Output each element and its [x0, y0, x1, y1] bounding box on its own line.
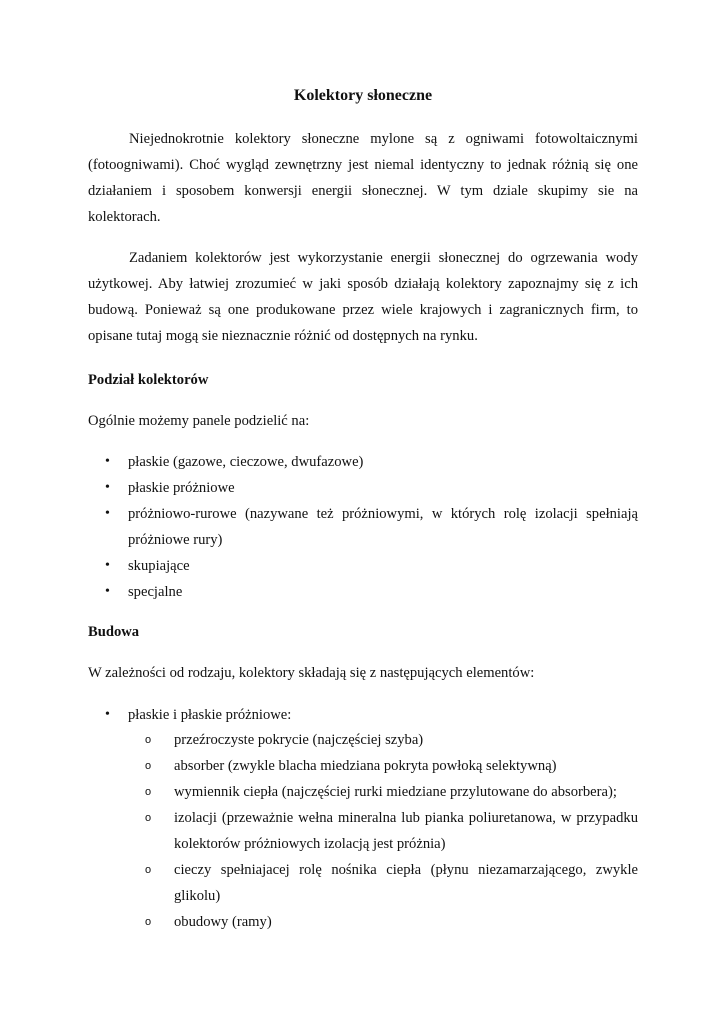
list-item: [88, 553, 638, 579]
list-item: [88, 579, 638, 605]
sub-list-item: [88, 753, 638, 779]
sub-list-item-text: izolacji (przeważnie wełna mineralna lub pianka poliuretanowa, w przypadku kolektorów próżniowych izolacją jest próżnia): [174, 810, 638, 852]
sub-list-item-text: obudowy (ramy): [174, 914, 272, 930]
sub-bullet-marker: o: [145, 760, 152, 772]
list-item-text: płaskie i płaskie próżniowe:: [128, 707, 292, 723]
bullet-marker: •: [105, 506, 110, 521]
list-item-text: próżniowo-rurowe (nazywane też próżniowymi, w których rolę izolacji spełniają próżniowe rury): [128, 506, 638, 548]
list-item-text: skupiające: [128, 558, 190, 574]
bullet-marker: •: [105, 454, 110, 469]
construction-list: [88, 702, 638, 728]
list-item: [88, 702, 638, 728]
sub-bullet-marker: o: [145, 734, 152, 746]
sub-list-item-text: absorber (zwykle blacha miedziana pokryta powłoką selektywną): [174, 758, 557, 774]
section-heading-construction: Budowa: [88, 624, 140, 640]
list-item: [88, 449, 638, 475]
construction-sublist: [88, 727, 638, 935]
sub-bullet-marker: o: [145, 786, 152, 798]
list-item-text: płaskie próżniowe: [128, 480, 235, 496]
intro-paragraph: Niejednokrotnie kolektory słoneczne mylone są z ogniwami fotowoltaicznymi (fotoogniwami). Choć wygląd zewnętrzny jest niemal identyczny to jednak różnią się one działaniem i sposobem konwersji energii słonecznej. W tym dziale skupimy sie na kolektorach.: [88, 131, 638, 225]
sub-list-item: [88, 805, 638, 857]
bullet-marker: •: [105, 558, 110, 573]
purpose-paragraph: Zadaniem kolektorów jest wykorzystanie energii słonecznej do ogrzewania wody użytkowej. Aby łatwiej zrozumieć w jaki sposób działają kolektory zapoznajmy się z ich budową. Ponieważ są one produkowane przez wiele krajowych i zagranicznych firm, to opisane tutaj mogą sie nieznacznie różnić od dostępnych na rynku.: [88, 250, 638, 344]
sub-list-item: [88, 857, 638, 909]
sub-bullet-marker: o: [145, 864, 152, 876]
bullet-marker: •: [105, 707, 110, 722]
list-item: [88, 501, 638, 553]
list-item-text: specjalne: [128, 584, 183, 600]
sub-list-item-text: cieczy spełniajacej rolę nośnika ciepła (płynu niezamarzającego, zwykle glikolu): [174, 862, 638, 904]
list-item: [88, 475, 638, 501]
section-heading-division: Podział kolektorów: [88, 372, 209, 388]
division-list: [88, 449, 638, 605]
sub-list-item: [88, 779, 638, 805]
sub-bullet-marker: o: [145, 812, 152, 824]
list-item-text: płaskie (gazowe, cieczowe, dwufazowe): [128, 454, 364, 470]
bullet-marker: •: [105, 584, 110, 599]
division-lead-text: Ogólnie możemy panele podzielić na:: [88, 413, 310, 429]
sub-list-item: [88, 909, 638, 935]
bullet-marker: •: [105, 480, 110, 495]
sub-list-item-text: wymiennik ciepła (najczęściej rurki miedziane przylutowane do absorbera);: [174, 784, 617, 800]
sub-list-item-text: przeźroczyste pokrycie (najczęściej szyba): [174, 732, 424, 748]
sub-bullet-marker: o: [145, 916, 152, 928]
sub-list-item: [88, 727, 638, 753]
construction-lead-text: W zależności od rodzaju, kolektory składają się z następujących elementów:: [88, 665, 535, 681]
document-title: Kolektory słoneczne: [293, 87, 433, 104]
